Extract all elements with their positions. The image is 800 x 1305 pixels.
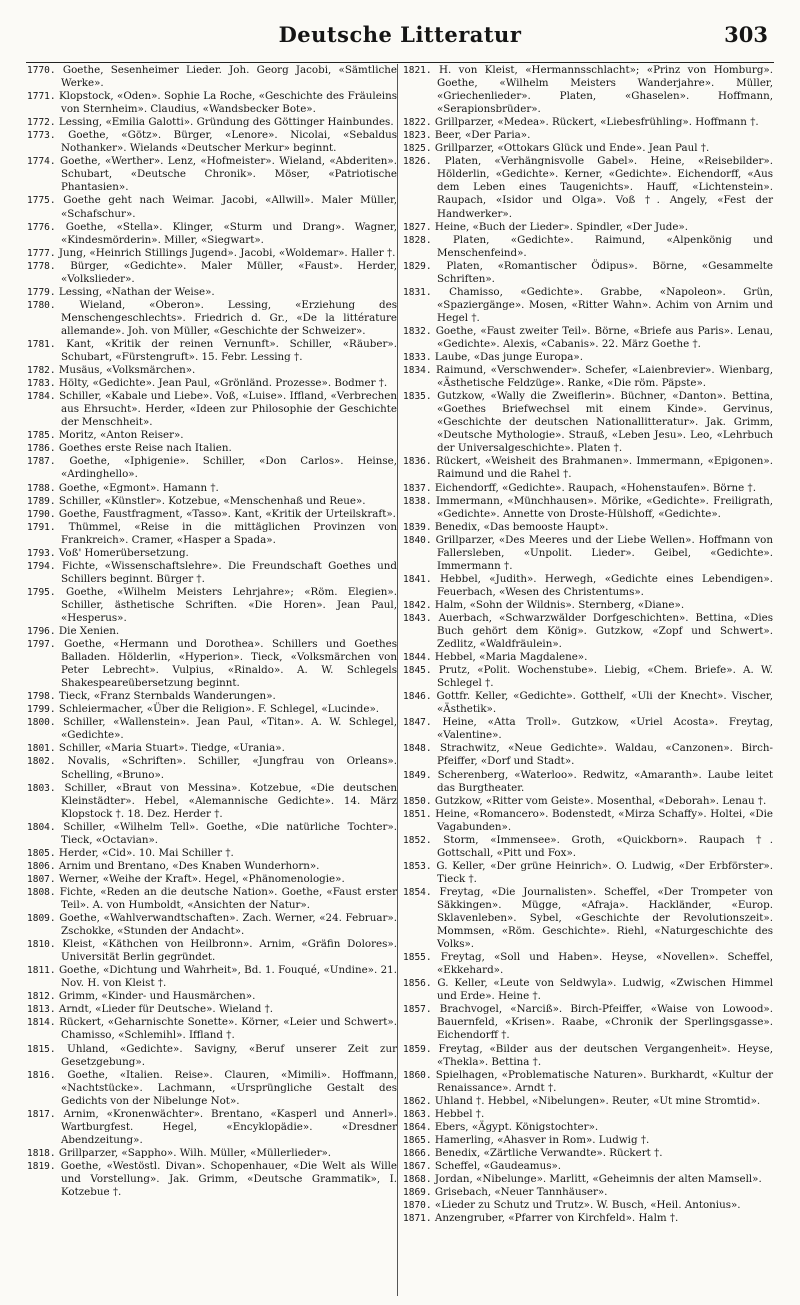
chronology-entry	[27, 873, 397, 886]
chronology-entry	[403, 1121, 773, 1134]
chronology-entry	[27, 1016, 397, 1042]
entry-year: 1780.	[27, 299, 56, 311]
entry-year: 1871.	[403, 1213, 432, 1225]
entry-year: 1856.	[403, 978, 432, 990]
entry-text: Rückert, «Geharnischte Sonette». Körner, «Leier und Schwert». Chamisso, «Schlemihl». Iffland †.	[59, 1016, 397, 1042]
chronology-entry	[27, 782, 397, 821]
entry-year: 1818.	[27, 1147, 56, 1159]
entry-year: 1851.	[403, 808, 432, 820]
entry-text: Spielhagen, «Problematische Naturen». Burkhardt, «Kultur der Renaissance». Arndt †.	[435, 1068, 773, 1094]
entry-year: 1776.	[27, 221, 56, 233]
entry-text: Grillparzer, «Ottokars Glück und Ende». Jean Paul †.	[434, 142, 710, 155]
chronology-entry	[403, 1147, 773, 1160]
entry-year: 1816.	[27, 1069, 56, 1081]
entry-year: 1847.	[403, 717, 432, 729]
entry-text: Grisebach, «Neuer Tannhäuser».	[434, 1186, 608, 1199]
entry-text: Grimm, «Kinder- und Hausmärchen».	[58, 990, 256, 1003]
entry-year: 1841.	[403, 573, 432, 585]
entry-text: Bürger, «Gedichte». Maler Müller, «Faust». Herder, «Volkslieder».	[61, 259, 397, 285]
entry-year: 1807.	[27, 873, 56, 885]
entry-year: 1813.	[27, 1004, 56, 1016]
chronology-entry	[27, 821, 397, 847]
entry-text: Goethes erste Reise nach Italien.	[58, 442, 232, 455]
chronology-entry	[403, 716, 773, 742]
entry-year: 1834.	[403, 365, 432, 377]
entry-year: 1823.	[403, 130, 432, 142]
entry-text: Gottfr. Keller, «Gedichte». Gotthelf, «Uli der Knecht». Vischer, «Ästhetik».	[436, 690, 773, 716]
entry-year: 1860.	[403, 1069, 432, 1081]
header-rule	[26, 62, 774, 63]
entry-year: 1826.	[403, 156, 432, 168]
chronology-entry	[403, 1199, 773, 1212]
entry-year: 1866.	[403, 1147, 432, 1159]
chronology-entry	[27, 1003, 397, 1016]
entry-year: 1791.	[27, 521, 56, 533]
entry-year: 1817.	[27, 1108, 56, 1120]
entry-text: Schiller, «Kabale und Liebe». Voß, «Luise». Iffland, «Verbrechen aus Ehrsucht». Herder, «Ideen zur Philosophie der Geschichte der Menschheit».	[59, 390, 397, 429]
entry-year: 1805.	[27, 847, 56, 859]
entry-text: Goethe, «Egmont». Hamann †.	[58, 481, 219, 494]
chronology-entry	[27, 560, 397, 586]
chronology-entry	[27, 221, 397, 247]
entry-year: 1855.	[403, 952, 432, 964]
entry-text: Raimund, «Verschwender». Schefer, «Laienbrevier». Wienbarg, «Ästhetische Feldzüge». Ranke, «Die röm. Päpste».	[435, 364, 774, 390]
chronology-entry	[27, 194, 397, 220]
entry-year: 1806.	[27, 860, 56, 872]
chronology-entry	[403, 455, 773, 481]
chronology-entry	[403, 286, 773, 325]
chronology-entry	[27, 547, 397, 560]
entry-year: 1853.	[403, 860, 432, 872]
entry-year: 1796.	[27, 626, 56, 638]
chronology-entry	[27, 260, 397, 286]
entry-year: 1783.	[27, 378, 56, 390]
entry-year: 1788.	[27, 482, 56, 494]
chronology-entry	[403, 260, 773, 286]
entry-text: Heine, «Romancero». Bodenstedt, «Mirza Schaffy». Holtei, «Die Vagabunden».	[435, 807, 774, 833]
chronology-entry	[27, 625, 397, 638]
entry-year: 1774.	[27, 156, 56, 168]
entry-text: Grillparzer, «Sappho». Wilh. Müller, «Müllerlieder».	[58, 1146, 332, 1159]
entry-year: 1770.	[27, 65, 56, 76]
entry-year: 1825.	[403, 143, 432, 155]
entry-text: Benedix, «Zärtliche Verwandte». Rückert †.	[434, 1146, 663, 1159]
entry-text: Novalis, «Schriften». Schiller, «Jungfrau von Orleans». Schelling, «Bruno».	[61, 755, 397, 781]
chronology-entry	[403, 1043, 773, 1069]
entry-text: Chamisso, «Gedichte». Grabbe, «Napoleon». Grün, «Spaziergänge». Mosen, «Ritter Wahn». Achim von Arnim und Hegel †.	[437, 285, 773, 324]
entry-year: 1809.	[27, 913, 56, 925]
entry-text: Die Xenien.	[58, 625, 120, 638]
chronology-entry	[403, 155, 773, 220]
entry-text: Jung, «Heinrich Stillings Jugend». Jacobi, «Woldemar». Haller †.	[58, 246, 396, 259]
entry-year: 1787.	[27, 456, 56, 468]
chronology-entry	[27, 1108, 397, 1147]
chronology-entry	[27, 508, 397, 521]
chronology-entry	[403, 64, 773, 116]
entry-text: Goethe geht nach Weimar. Jacobi, «Allwill». Maler Müller, «Schafschur».	[61, 194, 398, 220]
entry-year: 1801.	[27, 743, 56, 755]
entry-text: Grillparzer, «Medea». Rückert, «Liebesfrühling». Hoffmann †.	[434, 116, 759, 129]
entry-text: Strachwitz, «Neue Gedichte». Waldau, «Canzonen». Birch-Pfeiffer, «Dorf und Stadt».	[437, 742, 773, 768]
chronology-entry	[403, 129, 773, 142]
entry-year: 1815.	[27, 1043, 56, 1055]
entry-year: 1814.	[27, 1017, 56, 1029]
entry-text: Goethe, «Iphigenie». Schiller, «Don Carlos». Heinse, «Ardinghello».	[61, 455, 397, 481]
entry-year: 1850.	[403, 795, 432, 807]
entry-year: 1840.	[403, 534, 432, 546]
entry-year: 1854.	[403, 886, 432, 898]
entry-year: 1782.	[27, 365, 56, 377]
chronology-entry	[403, 482, 773, 495]
entry-text: Prutz, «Polit. Wochenstube». Liebig, «Chem. Briefe». A. W. Schlegel †.	[437, 664, 773, 690]
chronology-entry	[403, 573, 773, 599]
entry-text: Jordan, «Nibelunge». Marlitt, «Geheimnis der alten Mamsell».	[434, 1172, 762, 1185]
entry-year: 1869.	[403, 1187, 432, 1199]
chronology-entry	[27, 703, 397, 716]
chronology-entry	[403, 1186, 773, 1199]
entry-year: 1829.	[403, 260, 432, 272]
entry-year: 1772.	[27, 117, 56, 129]
entry-year: 1812.	[27, 991, 56, 1003]
entry-text: Freytag, «Bilder aus der deutschen Vergangenheit». Heyse, «Thekla». Bettina †.	[437, 1042, 773, 1068]
chronology-entry	[27, 155, 397, 194]
entry-text: G. Keller, «Leute von Seldwyla». Ludwig, «Zwischen Himmel und Erde». Heine †.	[437, 977, 773, 1003]
chronology-entry	[403, 977, 773, 1003]
entry-year: 1865.	[403, 1134, 432, 1146]
chronology-entry	[27, 521, 397, 547]
entry-text: Uhland †. Hebbel, «Nibelungen». Reuter, «Ut mine Stromtid».	[434, 1094, 761, 1107]
entry-text: Herder, «Cid». 10. Mai Schiller †.	[58, 846, 234, 859]
entry-text: Goethe, «Stella». Klinger, «Sturm und Drang». Wagner, «Kindesmörderin». Miller, «Siegwart».	[61, 220, 397, 246]
entry-year: 1822.	[403, 117, 432, 129]
chronology-entry	[27, 377, 397, 390]
entry-year: 1835.	[403, 391, 432, 403]
chronology-entry	[27, 64, 397, 90]
entry-text: Platen, «Romantischer Ödipus». Börne, «Gesammelte Schriften».	[437, 259, 773, 285]
entry-text: Tieck, «Franz Sternbalds Wanderungen».	[58, 690, 276, 703]
entry-year: 1794.	[27, 560, 56, 572]
entry-text: Lessing, «Nathan der Weise».	[58, 285, 215, 298]
chronology-entry	[27, 247, 397, 260]
entry-text: Freytag, «Die Journalisten». Scheffel, «Der Trompeter von Säkkingen». Mügge, «Afraja». Hackländer, «Europ. Sklavenleben». Sybel, «Geschichte der Revolutionszeit». Mommsen, «Röm. Geschichte». Riehl, «Naturgeschichte des Volks».	[437, 885, 773, 951]
entry-text: Goethe, «Hermann und Dorothea». Schillers und Goethes Balladen. Hölderlin, «Hyperion». Tieck, «Volksmärchen von Peter Lebrecht». Vulpius, «Rinaldo». A. W. Schlegels Shakespeareübersetzung beginnt.	[61, 638, 397, 690]
entry-year: 1864.	[403, 1121, 432, 1133]
entry-text: Klopstock, «Oden». Sophie La Roche, «Geschichte des Fräuleins von Sternheim». Claudius, «Wandsbecker Bote».	[58, 90, 398, 116]
entry-year: 1842.	[403, 599, 432, 611]
entry-year: 1798.	[27, 691, 56, 703]
chronology-entry	[403, 325, 773, 351]
chronology-entry	[27, 1160, 397, 1199]
entry-text: Freytag, «Soll und Haben». Heyse, «Novellen». Scheffel, «Ekkehard».	[437, 951, 773, 977]
entry-text: Goethe, «Wahlverwandtschaften». Zach. Werner, «24. Februar». Zschokke, «Stunden der Andacht».	[59, 912, 397, 938]
entry-year: 1775.	[27, 195, 56, 207]
entry-year: 1785.	[27, 430, 56, 442]
chronology-entry	[27, 755, 397, 781]
entry-year: 1779.	[27, 286, 56, 298]
chronology-entry	[403, 951, 773, 977]
entry-year: 1827.	[403, 221, 432, 233]
chronology-entry	[27, 338, 397, 364]
entry-text: Fichte, «Wissenschaftslehre». Die Freundschaft Goethes und Schillers beginnt. Bürger †.	[61, 559, 397, 585]
entry-text: Gutzkow, «Wally die Zweiflerin». Büchner, «Danton». Bettina, «Goethes Briefwechsel mit einem Kinde». Gervinus, «Geschichte der deutschen Nationallitteratur». Jak. Grimm, «Deutsche Mythologie». Strauß, «Leben Jesu». Leo, «Lehrbuch der Universalgeschichte». Platen †.	[437, 390, 773, 455]
entry-year: 1862.	[403, 1095, 432, 1107]
entry-text: Eichendorff, «Gedichte». Raupach, «Hohenstaufen». Börne †.	[434, 481, 756, 494]
chronology-entry	[403, 834, 773, 860]
entry-year: 1821.	[403, 65, 432, 76]
entry-year: 1789.	[27, 495, 56, 507]
entry-text: Schiller, «Wilhelm Tell». Goethe, «Die natürliche Tochter». Tieck, «Octavian».	[61, 820, 397, 846]
entry-text: Brachvogel, «Narciß». Birch-Pfeiffer, «Waise von Lowood». Bauernfeld, «Krisen». Raabe, «Chronik der Sperlingsgasse». Eichendorff †.	[437, 1003, 773, 1042]
chronology-entry	[27, 860, 397, 873]
entry-text: Schleiermacher, «Über die Religion». F. Schlegel, «Lucinde».	[58, 703, 380, 716]
entry-year: 1839.	[403, 521, 432, 533]
chronology-entry	[27, 912, 397, 938]
chronology-entry	[403, 664, 773, 690]
chronology-entry	[27, 1147, 397, 1160]
entry-text: Schiller, «Künstler». Kotzebue, «Menschenhaß und Reue».	[58, 494, 366, 507]
chronology-entry	[27, 638, 397, 690]
entry-year: 1793.	[27, 547, 56, 559]
chronology-entry	[27, 90, 397, 116]
chronology-entry	[27, 299, 397, 338]
entry-text: Schiller, «Maria Stuart». Tiedge, «Urania».	[58, 742, 285, 755]
entry-text: Goethe, Faustfragment, «Tasso». Kant, «Kritik der Urteilskraft».	[58, 507, 396, 520]
chronology-entry	[403, 886, 773, 951]
entry-text: Arndt, «Lieder für Deutsche». Wieland †.	[58, 1003, 274, 1016]
chronology-entry	[27, 482, 397, 495]
entry-text: Platen, «Verhängnisvolle Gabel». Heine, «Reisebilder». Hölderlin, «Gedichte». Kerner, «Gedichte». Eichendorff, «Aus dem Leben eines Taugenichts». Hauff, «Lichtenstein». Raupach, «Isidor und Olga». Voß †. Angely, «Fest der Handwerker».	[437, 155, 774, 220]
entry-year: 1800.	[27, 717, 56, 729]
entry-text: «Lieder zu Schutz und Trutz». W. Busch, «Heil. Antonius».	[434, 1199, 741, 1212]
entry-text: Benedix, «Das bemooste Haupt».	[434, 520, 609, 533]
entry-text: Hebbel †.	[434, 1107, 485, 1120]
entry-text: Storm, «Immensee». Groth, «Quickborn». Raupach †. Gottschall, «Pitt und Fox».	[437, 833, 773, 859]
entry-text: Goethe, «Dichtung und Wahrheit», Bd. 1. Fouqué, «Undine». 21. Nov. H. von Kleist †.	[58, 964, 397, 990]
entry-year: 1810.	[27, 939, 56, 951]
chronology-entry	[403, 651, 773, 664]
entry-year: 1844.	[403, 652, 432, 664]
entry-text: Arnim, «Kronenwächter». Brentano, «Kasperl und Annerl». Wartburgfest. Hegel, «Encyklopädie». «Dresdner Abendzeitung».	[61, 1107, 397, 1146]
entry-year: 1836.	[403, 456, 432, 468]
chronology-entry	[27, 742, 397, 755]
entry-year: 1786.	[27, 443, 56, 455]
entry-text: Goethe, «Götz». Bürger, «Lenore». Nicolai, «Sebaldus Nothanker». Wielands «Deutscher Merkur» beginnt.	[61, 129, 397, 155]
entry-text: Goethe, «Italien. Reise». Clauren, «Mimili». Hoffmann, «Nachtstücke». Lachmann, «Ursprüngliche Gestalt des Gedichts von der Nibelunge Not».	[61, 1068, 397, 1107]
entry-text: Goethe, Sesenheimer Lieder. Joh. Georg Jacobi, «Sämtliche Werke».	[61, 64, 397, 90]
entry-text: Anzengruber, «Pfarrer von Kirchfeld». Halm †.	[434, 1212, 679, 1225]
entry-text: Rückert, «Weisheit des Brahmanen». Immermann, «Epigonen». Raimund und die Rahel †.	[435, 455, 773, 481]
entry-year: 1859.	[403, 1043, 432, 1055]
chronology-entry	[403, 1160, 773, 1173]
entry-text: Arnim und Brentano, «Des Knaben Wunderhorn».	[58, 859, 320, 872]
entry-year: 1849.	[403, 769, 432, 781]
chronology-entry	[403, 1173, 773, 1186]
chronology-entry	[403, 351, 773, 364]
entry-text: Platen, «Gedichte». Raimund, «Alpenkönig und Menschenfeind».	[437, 233, 773, 259]
chronology-entry	[403, 364, 773, 390]
entry-text: Lessing, «Emilia Galotti». Gründung des Göttinger Hainbundes.	[58, 116, 394, 129]
chronology-entry	[27, 429, 397, 442]
chronology-entry	[27, 586, 397, 625]
chronology-entry	[403, 1069, 773, 1095]
entry-year: 1828.	[403, 234, 432, 246]
chronology-entry	[403, 495, 773, 521]
entry-year: 1808.	[27, 886, 56, 898]
entry-text: Musäus, «Volksmärchen».	[58, 364, 196, 377]
chronology-entry	[27, 1069, 397, 1108]
chronology-entry	[403, 1212, 773, 1225]
entry-year: 1803.	[27, 782, 56, 794]
entry-text: Hebbel, «Judith». Herwegh, «Gedichte eines Lebendigen». Feuerbach, «Wesen des Christentums».	[437, 572, 773, 598]
entry-year: 1852.	[403, 834, 432, 846]
chronology-entry	[403, 221, 773, 234]
entry-text: Heine, «Atta Troll». Gutzkow, «Uriel Acosta». Freytag, «Valentine».	[437, 716, 773, 742]
entry-year: 1832.	[403, 325, 432, 337]
chronology-entry	[27, 116, 397, 129]
entry-text: Moritz, «Anton Reiser».	[58, 429, 184, 442]
chronology-entry	[403, 1108, 773, 1121]
chronology-entry	[403, 769, 773, 795]
chronology-entry	[403, 116, 773, 129]
entry-year: 1797.	[27, 639, 56, 651]
entry-text: Hebbel, «Maria Magdalene».	[434, 651, 588, 664]
entry-text: Goethe, «Wilhelm Meisters Lehrjahre»; «Röm. Elegien». Schiller, ästhetische Schriften. «Die Horen». Jean Paul, «Hesperus».	[61, 585, 397, 624]
entry-year: 1867.	[403, 1160, 432, 1172]
chronology-entry	[403, 390, 773, 455]
entry-text: G. Keller, «Der grüne Heinrich». O. Ludwig, «Der Erbförster». Tieck †.	[436, 859, 773, 885]
entry-text: Gutzkow, «Ritter vom Geiste». Mosenthal, «Deborah». Lenau †.	[434, 794, 767, 807]
entry-text: Schiller, «Wallenstein». Jean Paul, «Titan». A. W. Schlegel, «Gedichte».	[61, 716, 397, 742]
entry-text: Ebers, «Ägypt. Königstochter».	[434, 1120, 599, 1133]
chronology-entry	[27, 886, 397, 912]
entry-text: Thümmel, «Reise in die mittäglichen Provinzen von Frankreich». Cramer, «Hasper a Spada».	[61, 520, 397, 546]
entry-year: 1802.	[27, 756, 56, 768]
entry-text: Scheffel, «Gaudeamus».	[434, 1159, 562, 1172]
entry-year: 1845.	[403, 665, 432, 677]
entry-text: H. von Kleist, «Hermannsschlacht»; «Prinz von Homburg». Goethe, «Wilhelm Meisters Wanderjahre». Müller, «Griechenlieder». Platen, «Ghaselen». Hoffmann, «Serapionsbrüder».	[437, 64, 773, 116]
entry-year: 1848.	[403, 743, 432, 755]
chronology-entry	[403, 142, 773, 155]
page-number: 303	[724, 22, 768, 47]
entry-text: Laube, «Das junge Europa».	[434, 351, 583, 364]
entry-year: 1771.	[27, 91, 56, 103]
entry-year: 1870.	[403, 1200, 432, 1212]
chronology-entry	[27, 442, 397, 455]
entry-text: Fichte, «Reden an die deutsche Nation». Goethe, «Faust erster Teil». A. von Humboldt, «Ansichten der Natur».	[59, 885, 398, 911]
chronology-entry	[403, 742, 773, 768]
chronology-entry	[27, 364, 397, 377]
entry-year: 1804.	[27, 821, 56, 833]
entry-year: 1831.	[403, 286, 432, 298]
entry-text: Uhland, «Gedichte». Savigny, «Beruf unserer Zeit zur Gesetzgebung».	[61, 1042, 397, 1068]
entry-year: 1838.	[403, 495, 432, 507]
entry-year: 1837.	[403, 482, 432, 494]
entry-year: 1781.	[27, 338, 56, 350]
chronology-entry	[27, 938, 397, 964]
chronology-entry	[27, 455, 397, 481]
left-column	[27, 64, 397, 1199]
entry-text: Grillparzer, «Des Meeres und der Liebe Wellen». Hoffmann von Fallersleben, «Unpolit. Lieder». Geibel, «Gedichte». Immermann †.	[435, 533, 774, 572]
chronology-entry	[27, 690, 397, 703]
chronology-entry	[403, 612, 773, 651]
page-header	[0, 2, 800, 60]
entry-text: Goethe, «Werther». Lenz, «Hofmeister». Wieland, «Abderiten». Schubart, «Deutsche Chronik». Möser, «Patriotische Phantasien».	[59, 155, 397, 194]
chronology-entry	[27, 964, 397, 990]
chronology-entry	[403, 534, 773, 573]
chronology-entry	[403, 1134, 773, 1147]
chronology-entry	[27, 390, 397, 429]
entry-text: Heine, «Buch der Lieder». Spindler, «Der Jude».	[434, 220, 689, 233]
chronology-entry	[27, 1043, 397, 1069]
chronology-entry	[27, 716, 397, 742]
entry-year: 1777.	[27, 247, 56, 259]
entry-year: 1790.	[27, 508, 56, 520]
entry-year: 1846.	[403, 691, 432, 703]
column-divider	[397, 64, 398, 1296]
entry-text: Auerbach, «Schwarzwälder Dorfgeschichten». Bettina, «Dies Buch gehört dem König». Gutzkow, «Zopf und Schwert». Zedlitz, «Waldfräulein».	[437, 611, 773, 651]
chronology-entry	[403, 1003, 773, 1042]
entry-year: 1819.	[27, 1160, 56, 1172]
entry-year: 1833.	[403, 352, 432, 364]
entry-text: Goethe, «Westöstl. Divan». Schopenhauer, «Die Welt als Wille und Vorstellung». Jak. Grimm, «Deutsche Grammatik», I. Kotzebue †.	[60, 1159, 397, 1199]
chronology-entry	[403, 690, 773, 716]
chronology-entry	[27, 129, 397, 155]
chronology-entry	[403, 795, 773, 808]
chronology-entry	[403, 234, 773, 260]
entry-text: Goethe, «Faust zweiter Teil». Börne, «Briefe aus Paris». Lenau, «Gedichte». Alexis, «Cabanis». 22. März Goethe †.	[435, 324, 774, 350]
entry-text: Werner, «Weihe der Kraft». Hegel, «Phänomenologie».	[58, 872, 345, 885]
chronology-entry	[403, 599, 773, 612]
entry-text: Scherenberg, «Waterloo». Redwitz, «Amaranth». Laube leitet das Burgtheater.	[437, 768, 773, 794]
entry-text: Voß' Homerübersetzung.	[58, 546, 189, 559]
chronology-entry	[403, 808, 773, 834]
entry-text: Hamerling, «Ahasver in Rom». Ludwig †.	[434, 1133, 650, 1146]
chronology-entry	[403, 1095, 773, 1108]
entry-year: 1857.	[403, 1004, 432, 1016]
entry-year: 1784.	[27, 391, 56, 403]
chronology-entry	[27, 286, 397, 299]
chronology-entry	[27, 495, 397, 508]
chronology-entry	[403, 521, 773, 534]
entry-year: 1868.	[403, 1173, 432, 1185]
entry-text: Wieland, «Oberon». Lessing, «Erziehung des Menschengeschlechts». Friedrich d. Gr., «De la littérature allemande». Joh. von Müller, «Geschichte der Schweizer».	[61, 298, 398, 337]
entry-text: Kant, «Kritik der reinen Vernunft». Schiller, «Räuber». Schubart, «Fürstengruft». 15. Febr. Lessing †.	[61, 337, 397, 364]
entry-text: Kleist, «Käthchen von Heilbronn». Arnim, «Gräfin Dolores». Universität Berlin gegründet.	[61, 938, 397, 964]
entry-text: Immermann, «Münchhausen». Mörike, «Gedichte». Freiligrath, «Gedichte». Annette von Droste-Hülshoff, «Gedichte».	[435, 494, 773, 520]
entry-year: 1795.	[27, 586, 56, 598]
entry-text: Hölty, «Gedichte». Jean Paul, «Grönländ. Prozesse». Bodmer †.	[58, 377, 388, 390]
chronology-entry	[403, 860, 773, 886]
chronology-entry	[27, 990, 397, 1003]
entry-year: 1773.	[27, 130, 56, 142]
entry-year: 1863.	[403, 1108, 432, 1120]
entry-text: Schiller, «Braut von Messina». Kotzebue, «Die deutschen Kleinstädter». Hebel, «Alemannische Gedichte». 14. März Klopstock †. 18. Dez. Herder †.	[61, 781, 398, 820]
entry-year: 1843.	[403, 612, 432, 624]
entry-text: Halm, «Sohn der Wildnis». Sternberg, «Diane».	[434, 598, 685, 611]
chronology-entry	[27, 847, 397, 860]
entry-year: 1778.	[27, 260, 56, 272]
entry-text: Beer, «Der Paria».	[434, 129, 531, 142]
page-title: Deutsche Litteratur	[278, 22, 522, 47]
entry-year: 1811.	[27, 965, 56, 977]
entry-year: 1799.	[27, 704, 56, 716]
right-column	[403, 64, 773, 1225]
